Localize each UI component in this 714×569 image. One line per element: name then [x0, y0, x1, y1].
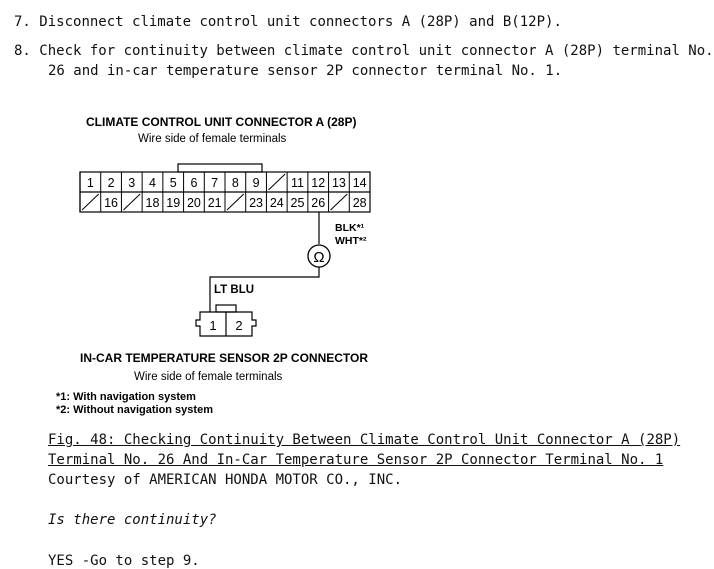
top-connector-title: CLIMATE CONTROL UNIT CONNECTOR A (28P) [86, 115, 357, 129]
step-text: Check for continuity between climate control unit connector A (28P) terminal No. [39, 43, 714, 59]
terminal-number: 24 [269, 196, 284, 210]
step-number: 8. [14, 43, 31, 59]
terminal-number: 19 [166, 196, 181, 210]
note-navigation: *1: With navigation system [56, 391, 196, 403]
empty-cavity-mark [268, 174, 285, 190]
terminal-number: 14 [352, 176, 367, 190]
terminal-number: 4 [149, 176, 156, 190]
terminal-number: 25 [290, 196, 305, 210]
empty-cavity-mark [82, 194, 99, 210]
figure-caption-line1: Fig. 48: Checking Continuity Between Climate Control Unit Connector A (28P) [48, 432, 681, 448]
terminal-number: 6 [190, 176, 198, 190]
sensor-pin-1: 1 [209, 318, 217, 333]
ohm-symbol: Ω [313, 249, 325, 266]
terminal-number: 20 [186, 196, 201, 210]
terminal-number: 26 [311, 196, 326, 210]
bottom-connector-title: IN-CAR TEMPERATURE SENSOR 2P CONNECTOR [80, 351, 369, 365]
sensor-wire-color: LT BLU [214, 284, 255, 296]
terminal-number: 13 [331, 176, 346, 190]
terminal-number: 11 [291, 176, 304, 190]
sensor-pin-2: 2 [235, 318, 243, 333]
empty-cavity-mark [227, 194, 244, 210]
empty-cavity-mark [331, 194, 348, 210]
terminal-number: 3 [128, 176, 136, 190]
terminal-number: 16 [104, 196, 119, 210]
terminal-number: 12 [311, 176, 326, 190]
terminal-number: 1 [86, 176, 94, 190]
terminal-number: 7 [211, 176, 219, 190]
step-number: 7. [14, 14, 31, 30]
figure-courtesy: Courtesy of AMERICAN HONDA MOTOR CO., INC. [48, 472, 403, 488]
bottom-connector-subtitle: Wire side of female terminals [134, 371, 283, 383]
terminal-number: 23 [249, 196, 264, 210]
question-text: Is there continuity? [48, 512, 217, 528]
connector-a-bottom-row [82, 192, 367, 212]
answer-yes: YES -Go to step 9. [48, 553, 200, 569]
terminal-number: 5 [169, 176, 177, 190]
terminal-number: 2 [107, 176, 115, 190]
connector-a-top-row [87, 172, 367, 192]
sensor-connector-outline [196, 305, 256, 336]
terminal-number: 18 [145, 196, 160, 210]
terminal-number: 9 [252, 176, 260, 190]
empty-cavity-mark [123, 194, 140, 210]
wire-color-wht: WHT*² [335, 235, 367, 247]
step-8-line2: 26 and in-car temperature sensor 2P connector terminal No. 1. [48, 63, 563, 79]
terminal-number: 21 [207, 196, 222, 210]
step-text: Disconnect climate control unit connectors A (28P) and B(12P). [39, 14, 562, 30]
top-connector-subtitle: Wire side of female terminals [138, 133, 287, 145]
figure-caption-line2: Terminal No. 26 And In-Car Temperature Sensor 2P Connector Terminal No. 1 [48, 452, 664, 468]
terminal-number: 28 [352, 196, 367, 210]
note-no-navigation: *2: Without navigation system [56, 404, 213, 416]
terminal-number: 8 [231, 176, 239, 190]
wire-color-blk: BLK*¹ [335, 222, 365, 234]
